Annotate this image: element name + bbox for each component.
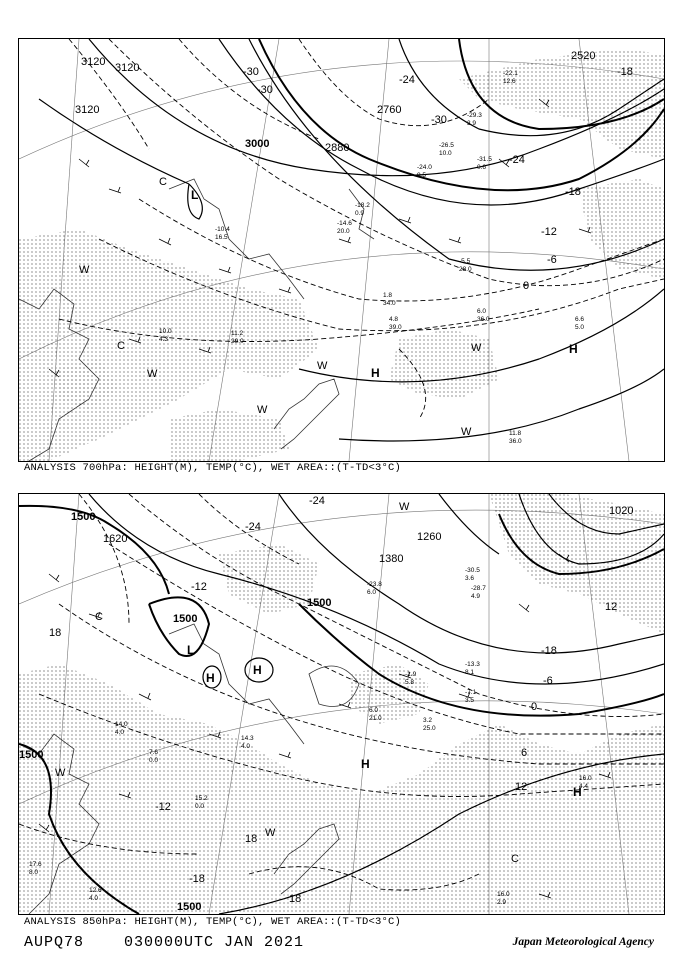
station-dewpoint-depression: 0.0 — [195, 803, 205, 810]
wet-area-shading — [19, 49, 664, 461]
isotherm-label: -12 — [191, 581, 207, 593]
chart-code: AUPQ78 — [24, 934, 85, 951]
station-temp: 16.0 — [497, 891, 510, 898]
station-dewpoint-depression: 36.0 — [477, 316, 490, 323]
station-temp: 7.6 — [149, 749, 159, 756]
height-label: 3120 — [75, 104, 100, 116]
station-temp: 17.6 — [29, 861, 42, 868]
station-dewpoint-depression: 34.0 — [383, 300, 396, 307]
isotherm-label: -30 — [431, 114, 447, 126]
station-temp: 11.2 — [231, 330, 244, 337]
station-temp: -22.1 — [503, 70, 518, 77]
height-label: 1620 — [103, 533, 128, 545]
isotherm-label: 18 — [289, 893, 302, 905]
station-dewpoint-depression: 5.8 — [405, 679, 415, 686]
warm-symbol: W — [257, 404, 268, 416]
cold-symbol: C — [95, 611, 103, 623]
height-label: 1500 — [177, 901, 202, 913]
high-center-symbol: H — [253, 663, 262, 677]
station-temp: -18.2 — [355, 202, 370, 209]
cold-symbol: C — [511, 853, 519, 865]
station-temp: 6.0 — [369, 707, 379, 714]
station-dewpoint-depression: 36.0 — [509, 438, 522, 445]
height-label: 1500 — [173, 613, 198, 625]
station-dewpoint-depression: 0.0 — [149, 757, 159, 764]
isotherm-label: -30 — [257, 84, 273, 96]
isotherm-label: -24 — [309, 495, 325, 507]
isotherm-label: 18 — [49, 627, 62, 639]
isotherm-label: 12 — [605, 601, 618, 613]
station-temp: -10.4 — [215, 226, 230, 233]
isotherm-label: 12 — [515, 781, 528, 793]
station-temp: 11.8 — [509, 430, 522, 437]
station-temp: 6.0 — [477, 308, 487, 315]
height-label: 2760 — [377, 104, 402, 116]
station-temp: 10.0 — [159, 328, 172, 335]
station-temp: -23.8 — [367, 581, 382, 588]
station-temp: -31.5 — [477, 156, 492, 163]
station-temp: -26.5 — [439, 142, 454, 149]
high-center-symbol: H — [206, 671, 215, 685]
isotherm-label: 18 — [245, 833, 258, 845]
station-temp: -29.3 — [467, 112, 482, 119]
station-temp: -13.3 — [465, 661, 480, 668]
station-dewpoint-depression: 39.0 — [389, 324, 402, 331]
station-dewpoint-depression: 9.5 — [417, 172, 427, 179]
station-dewpoint-depression: 0.6 — [477, 164, 487, 171]
isotherm-label: -12 — [541, 226, 557, 238]
isotherm-label: -18 — [617, 66, 633, 78]
station-dewpoint-depression: 4.4 — [579, 783, 589, 790]
high-center-symbol: H — [573, 785, 582, 799]
isotherm-label: -12 — [155, 801, 171, 813]
station-dewpoint-depression: 8.1 — [465, 669, 475, 676]
station-dewpoint-depression: 20.0 — [337, 228, 350, 235]
height-label: 3120 — [115, 62, 140, 74]
station-dewpoint-depression: 0.9 — [355, 210, 365, 217]
isotherm-label: 0 — [531, 701, 538, 713]
height-label: 1500 — [307, 597, 332, 609]
cold-symbol: C — [159, 176, 167, 188]
station-dewpoint-depression: 4.0 — [89, 895, 99, 902]
station-temp: 16.0 — [579, 775, 592, 782]
high-center-symbol: H — [371, 366, 380, 380]
station-temp: -24.0 — [417, 164, 432, 171]
high-center-symbol: H — [569, 342, 578, 356]
cold-symbol: C — [117, 340, 125, 352]
height-label: 1020 — [609, 505, 634, 517]
isotherm-label: -24 — [399, 74, 415, 86]
station-dewpoint-depression: 29.0 — [231, 338, 244, 345]
station-dewpoint-depression: 3.9 — [467, 120, 477, 127]
station-dewpoint-depression: 4.3 — [159, 336, 169, 343]
warm-symbol: W — [317, 360, 328, 372]
station-dewpoint-depression: 10.0 — [439, 150, 452, 157]
station-dewpoint-depression: 4.9 — [471, 593, 481, 600]
height-label: 1260 — [417, 531, 442, 543]
isotherm-label: -18 — [189, 873, 205, 885]
panel-caption-850hpa: ANALYSIS 850hPa: HEIGHT(M), TEMP(°C), WET AREA::(T-TD<3°C) — [24, 916, 402, 928]
map-700hpa-canvas — [19, 39, 664, 461]
station-temp: -7.1 — [465, 689, 477, 696]
station-dewpoint-depression: 12.6 — [503, 78, 516, 85]
station-plots — [159, 70, 584, 445]
station-temp: 12.6 — [89, 887, 102, 894]
station-temp: 3.2 — [423, 717, 433, 724]
isotherm-label: 6 — [521, 747, 528, 759]
isotherm-label: -6 — [543, 675, 553, 687]
warm-symbol: W — [399, 501, 410, 513]
station-dewpoint-depression: 8.0 — [29, 869, 39, 876]
low-center-symbol: L — [191, 188, 199, 202]
height-label: 1500 — [19, 749, 44, 761]
station-temp: 6.6 — [575, 316, 585, 323]
station-dewpoint-depression: 3.6 — [465, 575, 475, 582]
station-dewpoint-depression: 4.0 — [115, 729, 125, 736]
warm-symbol: W — [461, 426, 472, 438]
height-label: 3120 — [81, 56, 106, 68]
station-dewpoint-depression: 25.0 — [423, 725, 436, 732]
map-850hpa-canvas — [19, 494, 664, 914]
station-temp: -28.7 — [471, 585, 486, 592]
isotherm-label: -18 — [565, 186, 581, 198]
valid-time: 030000UTC JAN 2021 — [124, 934, 305, 951]
station-dewpoint-depression: 5.0 — [575, 324, 585, 331]
station-temp: -30.5 — [465, 567, 480, 574]
station-temp: 1.8 — [383, 292, 393, 299]
low-center-symbol: L — [187, 643, 195, 657]
station-dewpoint-depression: 3.5 — [465, 697, 475, 704]
station-dewpoint-depression: 21.0 — [369, 715, 382, 722]
station-temp: -14.6 — [337, 220, 352, 227]
warm-symbol: W — [265, 827, 276, 839]
height-label: 1380 — [379, 553, 404, 565]
map-panel-700hpa — [18, 38, 665, 462]
warm-symbol: W — [79, 264, 90, 276]
chart-identifier — [24, 934, 304, 951]
station-temp: -1.9 — [405, 671, 417, 678]
panel-caption-700hpa: ANALYSIS 700hPa: HEIGHT(M), TEMP(°C), WET AREA::(T-TD<3°C) — [24, 462, 402, 474]
wet-area-shading — [19, 494, 664, 914]
station-temp: -5.5 — [459, 258, 471, 265]
isotherm-label: -30 — [243, 66, 259, 78]
station-dewpoint-depression: 4.0 — [241, 743, 251, 750]
isotherm-label: 0 — [523, 280, 530, 292]
height-label: 2880 — [325, 142, 350, 154]
warm-symbol: W — [55, 767, 66, 779]
isotherm-label: -24 — [245, 521, 261, 533]
height-label: 2520 — [571, 50, 596, 62]
station-temp: 4.8 — [389, 316, 399, 323]
station-temp: 15.2 — [195, 795, 208, 802]
isotherm-label: -24 — [509, 154, 525, 166]
station-dewpoint-depression: 6.0 — [367, 589, 377, 596]
isotherm-label: -6 — [547, 254, 557, 266]
station-dewpoint-depression: 28.0 — [459, 266, 472, 273]
station-dewpoint-depression: 2.9 — [497, 899, 507, 906]
high-center-symbol: H — [361, 757, 370, 771]
station-dewpoint-depression: 16.5 — [215, 234, 228, 241]
height-label: 1500 — [71, 511, 96, 523]
station-temp: 14.3 — [241, 735, 254, 742]
warm-symbol: W — [147, 368, 158, 380]
map-panel-850hpa — [18, 493, 665, 915]
agency-credit: Japan Meteorological Agency — [512, 936, 654, 948]
isotherm-label: -18 — [541, 645, 557, 657]
warm-symbol: W — [471, 342, 482, 354]
height-label: 3000 — [245, 138, 270, 150]
station-temp: 14.0 — [115, 721, 128, 728]
